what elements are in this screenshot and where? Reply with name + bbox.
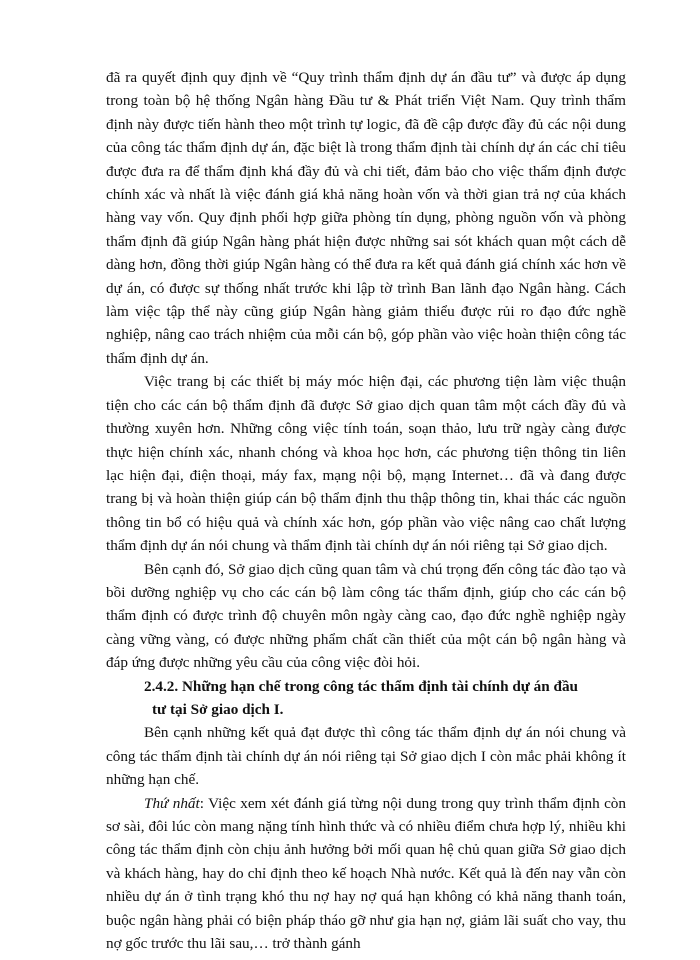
section-heading-line2: tư tại Sở giao dịch I. <box>152 700 284 718</box>
paragraph-han-che-intro: Bên cạnh những kết quả đạt được thì công tác thẩm định dự án nói chung và công tác thẩm định tài chính dự án nói riêng tại Sở giao dịch I còn mắc phải không ít những hạn chế. <box>106 724 626 789</box>
thu-nhat-lead: Thứ nhất <box>144 794 200 812</box>
paragraph-trang-bi: Việc trang bị các thiết bị máy móc hiện đại, các phương tiện làm việc thuận tiện cho các cán bộ thẩm định đã được Sở giao dịch quan tâm một cách đầy đủ và thường xuyên hơn. Những công việc tính toán, soạn thảo, lưu trữ ngày càng được thực hiện chính xác, nhanh chóng và khoa học hơn, các phương tiện thông tin liên lạc hiện đại, điện thoại, máy fax, mạng nội bộ, mạng Internet… đã và đang được trang bị và hoàn thiện giúp cán bộ thẩm định thu thập thông tin, khai thác các nguồn thông tin bổ có hiệu quả và chính xác hơn, góp phần vào việc nâng cao chất lượng thẩm định dự án nói chung và thẩm định tài chính dự án nói riêng tại Sở giao dịch. <box>106 373 626 555</box>
paragraph-thu-nhat <box>106 792 626 956</box>
section-heading <box>106 675 626 722</box>
document-page <box>106 66 626 955</box>
thu-nhat-text: : Việc xem xét đánh giá từng nội dung trong quy trình thẩm định còn sơ sài, đôi lúc còn mang nặng tính hình thức và có nhiều điểm chưa hợp lý, nhiều khi công tác thẩm định còn chịu ảnh hưởng bởi mối quan hệ chủ quan giữa Sở giao dịch và khách hàng, hay do chỉ định theo kế hoạch Nhà nước. Kết quả là đến nay vẫn còn nhiều dự án ở tình trạng khó thu nợ hay nợ quá hạn không có khả năng thanh toán, buộc ngân hàng phải có biện pháp tháo gỡ như gia hạn nợ, giảm lãi suất cho vay, thu nợ gốc trước thu lãi sau,… trở thành gánh <box>106 794 626 953</box>
paragraph-dao-tao: Bên cạnh đó, Sở giao dịch cũng quan tâm và chú trọng đến công tác đào tạo và bồi dưỡng nghiệp vụ cho các cán bộ làm công tác thẩm định, giúp cho các cán bộ thẩm định có được trình độ chuyên môn ngày càng cao, đạo đức nghề nghiệp ngày càng vững vàng, có được những phẩm chất cần thiết của một cán bộ ngân hàng và đáp ứng được những yêu cầu của công việc đòi hỏi. <box>106 560 626 672</box>
section-heading-line1: 2.4.2. Những hạn chế trong công tác thẩm định tài chính dự án đầu <box>144 677 579 695</box>
paragraph-quy-trinh: đã ra quyết định quy định về “Quy trình thẩm định dự án đầu tư” và được áp dụng trong toàn bộ hệ thống Ngân hàng Đầu tư & Phát triển Việt Nam. Quy trình thẩm định này được tiến hành theo một trình tự logic, đã đề cập được đầy đủ các nội dung của công tác thẩm định dự án, đặc biệt là trong thẩm định tài chính dự án các chỉ tiêu được đưa ra để thẩm định khá đầy đủ và chi tiết, đảm bảo cho việc thẩm định được chính xác và nhất là việc đánh giá khả năng hoàn vốn và thời gian trả nợ của khách hàng vay vốn. Quy định phối hợp giữa phòng tín dụng, phòng nguồn vốn và phòng thẩm định đã giúp Ngân hàng phát hiện được những sai sót khách quan một cách dễ dàng hơn, đồng thời giúp Ngân hàng có thể đưa ra kết quả đánh giá chính xác hơn về dự án, có được sự thống nhất trước khi lập tờ trình Ban lãnh đạo Ngân hàng. Cách làm việc tập thể này cũng giúp Ngân hàng giảm thiểu được rủi ro đạo đức nghề nghiệp, nâng cao trách nhiệm của mỗi cán bộ, góp phần vào việc hoàn thiện công tác thẩm định dự án. <box>106 69 626 367</box>
